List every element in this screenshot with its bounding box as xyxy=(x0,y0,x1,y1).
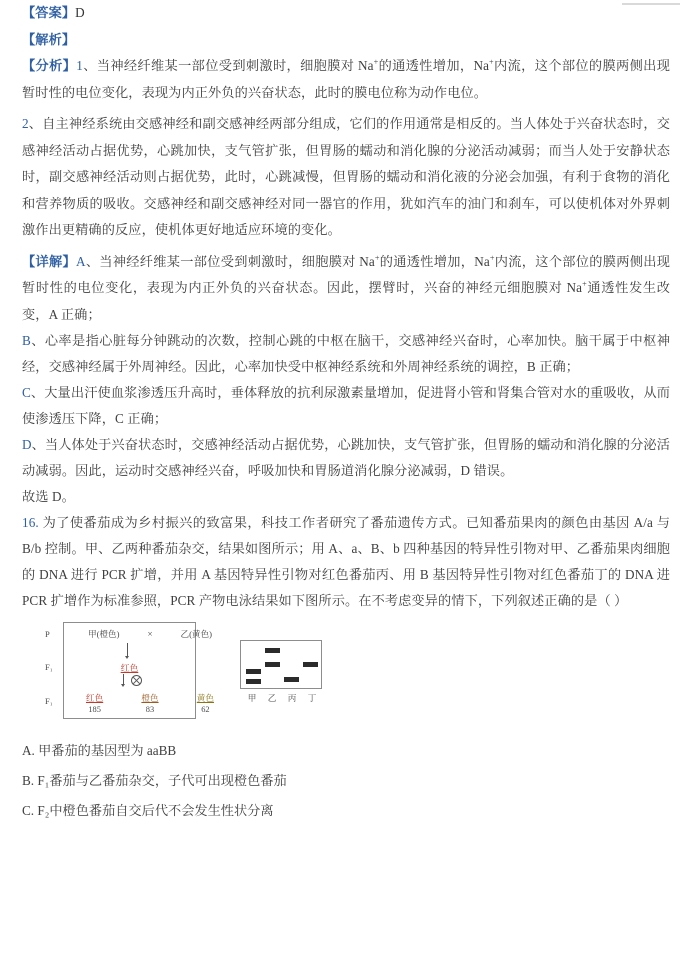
gel-lane-label-ding: 丁 xyxy=(307,693,317,703)
f2-generation-row xyxy=(86,693,214,715)
detail-a-text-a: 、当神经纤维某一部位受到刺激时，细胞膜对 Na xyxy=(85,253,375,269)
f2-yellow-phenotype: 黄色 xyxy=(196,693,214,703)
analysis-header: 【解析】 xyxy=(22,31,76,47)
na-superscript-3: + xyxy=(374,253,380,263)
generation-label-p: P xyxy=(45,629,50,639)
analysis-paragraph-1 xyxy=(22,53,670,106)
detail-c-text: 、大量出汗使血浆渗透压升高时，垂体释放的抗利尿激素量增加，促进肾小管和肾集合管对水的重吸收，从而使渗透压下降，C 正确； xyxy=(22,385,670,426)
detail-paragraph-c xyxy=(22,380,670,432)
generation-label-f1: F₁ xyxy=(45,662,53,672)
analysis-label: 【分析】 xyxy=(22,58,77,73)
detail-a-letter: A xyxy=(75,253,86,269)
parent-generation-row xyxy=(88,628,212,640)
f2-red-count: 185 xyxy=(88,705,101,714)
parent-right-label: 乙(黄色) xyxy=(180,629,212,639)
arrow-p-to-f1-shaft xyxy=(127,643,128,657)
na-superscript-1: + xyxy=(373,57,379,67)
gel-band-甲-0 xyxy=(246,669,261,674)
detail-a-text-d: 通透性发生改变，A 正确； xyxy=(22,280,670,322)
gel-band-丁-5 xyxy=(303,662,318,667)
self-cross-icon xyxy=(131,675,142,686)
gel-band-甲-1 xyxy=(246,679,261,684)
question-16-options xyxy=(22,736,670,826)
f2-orange-count: 83 xyxy=(145,705,155,714)
parent-left-label: 甲(橙色) xyxy=(88,629,120,639)
na-superscript-2: + xyxy=(489,57,494,67)
question-16 xyxy=(22,510,670,614)
detail-paragraph-a xyxy=(22,249,670,329)
na-superscript-5: + xyxy=(582,279,587,289)
detail-b-text: 、心率是指心脏每分钟跳动的次数，控制心跳的中枢在脑干，交感神经兴奋时，心率加快。脑干属于中枢神经，交感神经属于外周神经。因此，心率加快受中枢神经系统和外周神经系统的调控，B 正确； xyxy=(22,333,670,374)
f2-yellow-count: 62 xyxy=(201,705,210,714)
f2-red-phenotype: 红色 xyxy=(86,693,104,703)
answer-line xyxy=(22,0,670,27)
analysis-p1-text-c: 内流，这个部位的膜两侧出现暂时性的电位变化，表现为内正外负的兴奋状态，此时的膜电位称为动作电位。 xyxy=(22,58,670,100)
f2-cell-red xyxy=(86,693,103,715)
generation-label-f2: F₁ xyxy=(45,696,53,706)
gel-band-丙-4 xyxy=(284,677,299,682)
option-c[interactable]: C. F₂中橙色番茄自交后代不会发生性状分离 xyxy=(22,803,274,818)
option-a[interactable]: A. 甲番茄的基因型为 aaBB xyxy=(22,743,177,758)
genetic-cross-figure xyxy=(44,622,214,720)
page-corner-rule xyxy=(622,3,680,5)
cross-diagram-box xyxy=(63,622,214,719)
gel-box xyxy=(240,640,322,689)
gel-band-乙-2 xyxy=(265,648,280,653)
na-superscript-4: + xyxy=(489,253,495,263)
detail-a-text-c: 内流，这个部位的膜两侧出现暂时性的电位变化，表现为内正外负的兴奋状态。因此，摆臂时，兴奋的神经元细胞膜对 Na xyxy=(22,253,670,295)
answer-value: D xyxy=(75,5,85,20)
gel-lane-label-bing: 丙 xyxy=(287,693,297,703)
detail-b-letter: B xyxy=(22,333,31,348)
detail-a-text-b: 的通透性增加，Na xyxy=(379,253,490,269)
analysis-p1-text-a: 、当神经纤维某一部位受到刺激时，细胞膜对 Na xyxy=(82,58,374,73)
detail-paragraph-d xyxy=(22,432,670,484)
analysis-p2-text: 、自主神经系统由交感神经和副交感神经两部分组成，它们的作用通常是相反的。当人体处于兴奋状态时，交感神经活动占据优势，心跳加快，支气管扩张，但胃肠的蠕动和消化腺的分泌活动减弱；而当人处于安静状态时，副交感神经活动则占据优势，此时，心跳减慢，但胃肠的蠕动和消化液的分泌会加强，有利于食物的消化和营养物质的吸收。交感神经和副交感神经对同一器官的作用，犹如汽车的油门和刹车，可以使机体对外界刺激作出更精确的反应，使机体更好地适应环境的变化。 xyxy=(22,116,670,237)
analysis-p1-text-b: 的通透性增加，Na xyxy=(378,58,490,73)
analysis-paragraph-2 xyxy=(22,111,670,244)
gel-lane-labels xyxy=(242,692,322,704)
f2-orange-phenotype: 橙色 xyxy=(141,693,159,703)
detail-paragraph-b xyxy=(22,328,670,380)
detail-conclusion: 故选 D。 xyxy=(22,489,75,504)
answer-header: 【答案】 xyxy=(22,5,76,20)
f2-cell-orange xyxy=(141,693,158,715)
detail-d-text: 、当人体处于兴奋状态时，交感神经活动占据优势，心跳加快，支气管扩张，但胃肠的蠕动和消化腺的分泌活动减弱。因此，运动时交感神经兴奋，呼吸加快和胃肠道消化腺分泌减弱，D 错误。 xyxy=(22,437,670,478)
cross-symbol-icon: × xyxy=(147,629,153,639)
arrow-f1-to-f2-head xyxy=(121,684,125,687)
detail-c-letter: C xyxy=(22,385,31,400)
analysis-header-line xyxy=(22,27,670,54)
analysis-p1-number: 1 xyxy=(76,58,83,73)
option-b[interactable]: B. F₁番茄与乙番茄杂交，子代可出现橙色番茄 xyxy=(22,773,287,788)
figures-row xyxy=(22,618,670,730)
gel-lane-label-yi: 乙 xyxy=(267,693,277,703)
question-16-stem: 为了使番茄成为乡村振兴的致富果，科技工作者研究了番茄遗传方式。已知番茄果肉的颜色由基因 A/a 与 B/b 控制。甲、乙两种番茄杂交，结果如图所示；用 A、a、B、b 四种基因的特异性引物对甲、乙番茄果肉细胞的 DNA 进行 PCR 扩增，并用 A 基因特异性引物对红色番茄丙、用 B 基因特异性引物对红色番茄丁的 DNA 进 PCR 扩增作为标准参照，PCR 产物电泳结果如下图所示。在不考虑变异的情下，下列叙述正确的是（ ） xyxy=(22,515,670,608)
f2-cell-yellow xyxy=(197,693,214,715)
analysis-p2-number: 2 xyxy=(22,116,29,131)
detail-d-letter: D xyxy=(22,437,32,452)
question-16-number: 16. xyxy=(22,515,39,530)
gel-band-乙-3 xyxy=(265,662,280,667)
gel-lane-label-jia: 甲 xyxy=(247,693,257,703)
detail-label: 【详解】 xyxy=(22,253,76,269)
arrow-p-to-f1-head xyxy=(125,656,129,659)
gel-electrophoresis-figure xyxy=(240,640,332,714)
f1-phenotype-label: 红色 xyxy=(120,663,139,673)
